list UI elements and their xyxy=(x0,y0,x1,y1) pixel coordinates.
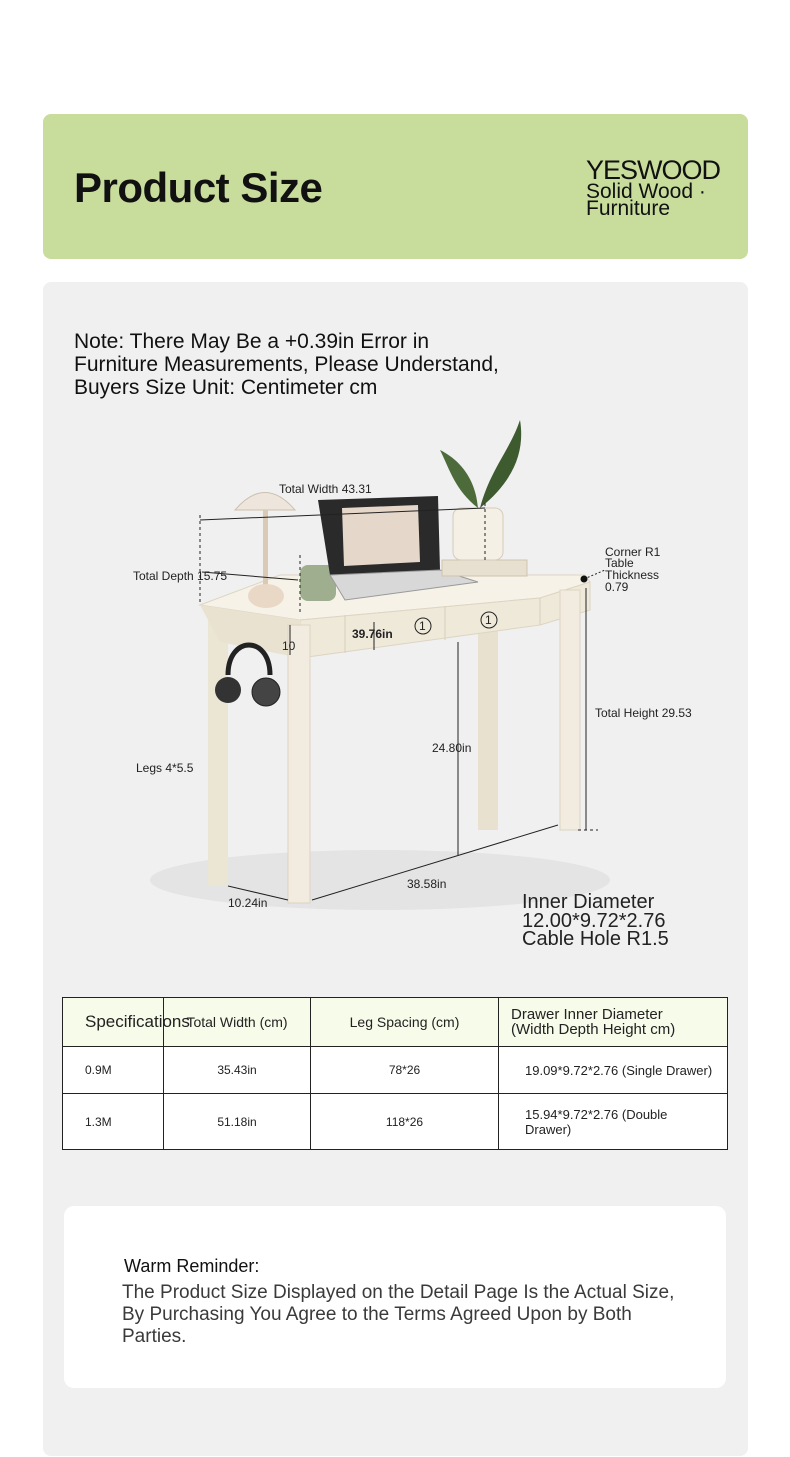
legs-label: Legs 4*5.5 xyxy=(136,761,194,775)
header-banner xyxy=(43,114,748,259)
total-width-label: Total Width 43.31 xyxy=(279,482,372,496)
corner-label-2: Table xyxy=(605,556,634,570)
reminder-body: The Product Size Displayed on the Detail Page Is the Actual Size, By Purchasing You Agree to the Terms Agreed Upon by Both Parties. xyxy=(122,1282,675,1347)
table-row xyxy=(63,1047,728,1094)
corner-label-4: 0.79 xyxy=(605,580,629,594)
leg-depth-label: 10.24in xyxy=(228,896,268,910)
col-header-spec: Specifications xyxy=(63,998,164,1047)
inner-diameter-line-2: 12.00*9.72*2.76 xyxy=(522,910,666,932)
note-line-3: Buyers Size Unit: Centimeter cm xyxy=(74,376,378,399)
desk-diagram xyxy=(120,410,720,970)
measurement-note xyxy=(74,330,554,399)
cell-width: 51.18in xyxy=(164,1094,311,1150)
col-header-drawer-line1: Drawer Inner Diameter xyxy=(511,1006,663,1023)
col-header-drawer xyxy=(499,998,728,1047)
drawer-marker-text-1: 1 xyxy=(419,619,426,633)
cell-width: 35.43in xyxy=(164,1047,311,1094)
brand-logo xyxy=(586,156,736,218)
table-row xyxy=(63,1094,728,1150)
plant-pot-icon xyxy=(453,508,503,560)
headphones-icon xyxy=(228,645,270,675)
inner-diameter-line-1: Inner Diameter xyxy=(522,891,655,913)
cell-spec: 1.3M xyxy=(63,1094,164,1150)
brand-name: YESWOOD xyxy=(586,155,721,185)
brand-subtitle-2: Furniture xyxy=(586,197,671,220)
corner-label-3: Thickness xyxy=(605,568,660,582)
note-line-1: Note: There May Be a +0.39in Error in xyxy=(74,330,430,353)
plant-leaf-icon xyxy=(440,450,478,508)
cell-drawer: 19.09*9.72*2.76 (Single Drawer) xyxy=(499,1047,728,1094)
col-header-leg: Leg Spacing (cm) xyxy=(311,998,499,1047)
drawer-marker-text-2: 1 xyxy=(485,613,492,627)
lamp-stem xyxy=(263,510,268,590)
cell-spec: 0.9M xyxy=(63,1047,164,1094)
desk-leg-front-left xyxy=(288,625,310,903)
col-header-width: Total Width (cm) xyxy=(164,998,311,1047)
corner-dot xyxy=(581,576,588,583)
reminder-title: Warm Reminder: xyxy=(124,1256,260,1276)
cell-drawer: 15.94*9.72*2.76 (Double Drawer) xyxy=(499,1094,728,1150)
lamp-base xyxy=(248,584,284,608)
specifications-table xyxy=(62,997,728,1150)
warm-reminder-card xyxy=(64,1206,726,1388)
desk-leg-front-right xyxy=(560,590,580,830)
drawer-width-label: 39.76in xyxy=(352,627,393,641)
plant-leaf-icon-2 xyxy=(480,420,521,508)
books-icon xyxy=(442,560,527,576)
laptop-screen xyxy=(342,505,420,566)
corner-label-1: Corner R1 xyxy=(605,545,661,559)
cable-hole-label: Cable Hole R1.5 xyxy=(522,928,669,950)
knee-height-label: 24.80in xyxy=(432,741,472,755)
brand-subtitle-1: Solid Wood · xyxy=(586,180,706,203)
total-depth-label: Total Depth 15.75 xyxy=(133,569,228,583)
cell-leg: 118*26 xyxy=(311,1094,499,1150)
note-line-2: Furniture Measurements, Please Understand, xyxy=(74,353,499,376)
desk-leg-back-right xyxy=(478,625,498,830)
leg-spacing-label: 38.58in xyxy=(407,877,447,891)
col-header-drawer-line2: (Width Depth Height cm) xyxy=(511,1021,676,1038)
table-header-row xyxy=(63,998,728,1047)
cell-leg: 78*26 xyxy=(311,1047,499,1094)
desk-leg-back-left xyxy=(208,620,228,885)
headphone-cup-left xyxy=(215,677,241,703)
headphone-cup-right xyxy=(252,678,280,706)
drawer-height-label: 10 xyxy=(282,639,296,653)
total-height-label: Total Height 29.53 xyxy=(595,706,692,720)
page-title: Product Size xyxy=(74,164,323,211)
